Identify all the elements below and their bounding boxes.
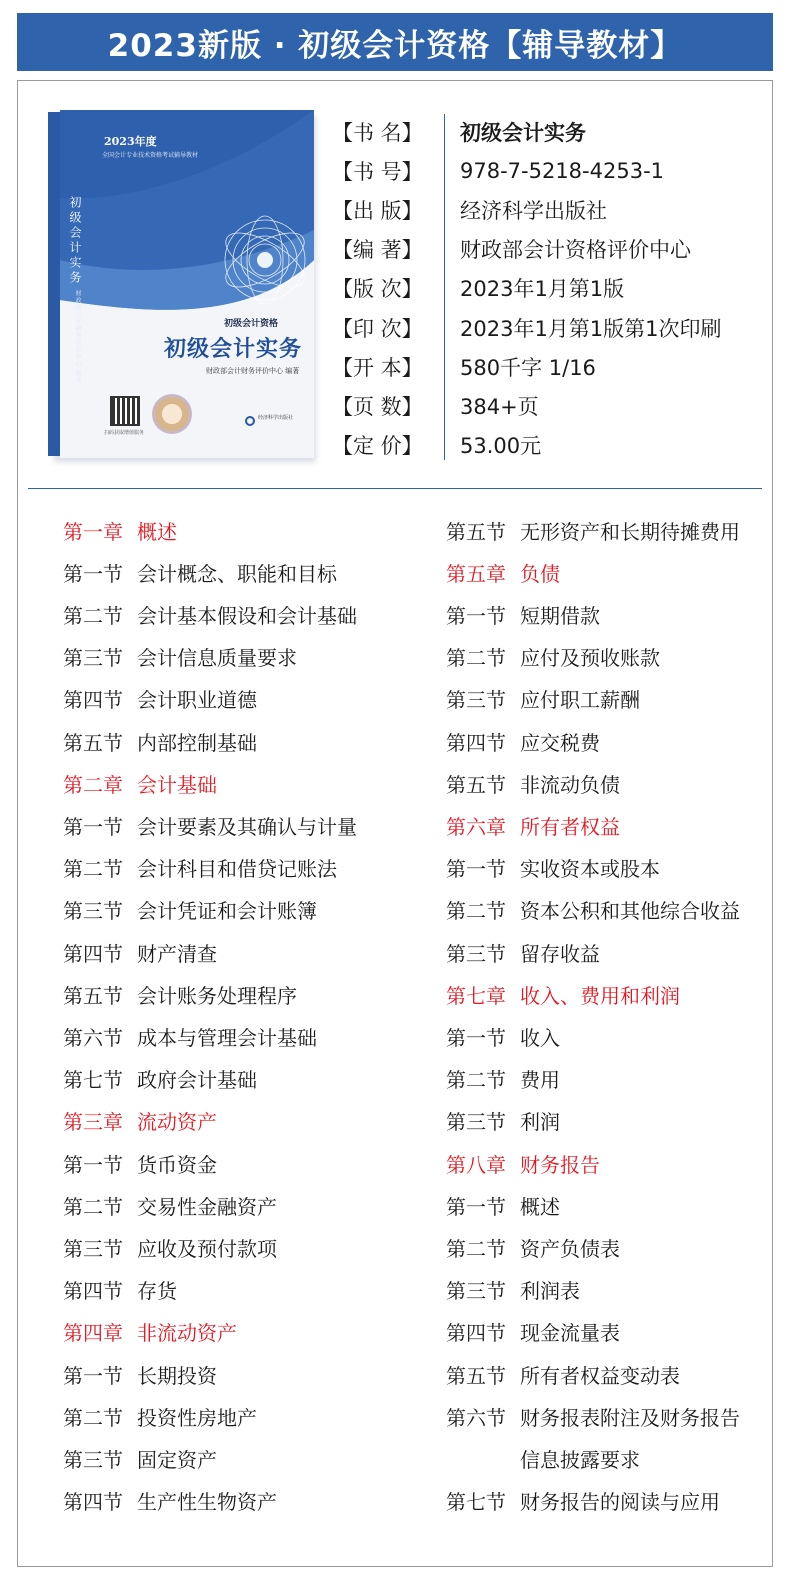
info-value: 财政部会计资格评价中心	[460, 238, 691, 263]
cover-vertical-title: 初级会计实务	[68, 196, 82, 286]
toc-number: 第三节	[446, 941, 506, 966]
toc-section	[63, 1353, 217, 1395]
toc-title: 利润	[520, 1110, 560, 1135]
info-value: 384+页	[460, 394, 539, 419]
toc-number: 第四节	[63, 1490, 123, 1515]
toc-title: 会计基本假设和会计基础	[137, 603, 357, 628]
toc-section	[63, 889, 317, 931]
toc-title: 实收资本或股本	[520, 857, 660, 882]
cover-spine	[48, 112, 60, 456]
toc-title: 非流动负债	[520, 772, 620, 797]
toc-number: 第二节	[63, 1405, 123, 1430]
toc-number: 第一节	[63, 1152, 123, 1177]
toc-number: 第五节	[63, 983, 123, 1008]
toc-title: 现金流量表	[520, 1321, 620, 1346]
toc-title: 应交税费	[520, 730, 600, 755]
toc-title: 利润表	[520, 1279, 580, 1304]
toc-number: 第五节	[446, 772, 506, 797]
toc-number: 第一节	[63, 1363, 123, 1388]
toc-section	[63, 1058, 257, 1100]
toc-number: 第三节	[63, 899, 123, 924]
toc-title: 应付职工薪酬	[520, 688, 640, 713]
info-label: 【编 著】	[332, 238, 423, 263]
toc-number: 第二节	[63, 603, 123, 628]
toc-title: 所有者权益变动表	[520, 1363, 680, 1388]
toc-chapter	[446, 973, 680, 1015]
toc-number: 第二章	[63, 772, 123, 797]
toc-section	[63, 1480, 277, 1522]
toc-number: 第三节	[446, 1110, 506, 1135]
section-divider	[28, 488, 762, 489]
toc-title: 固定资产	[137, 1447, 217, 1472]
toc-title: 货币资金	[137, 1152, 217, 1177]
toc-title: 长期投资	[137, 1363, 217, 1388]
toc-title: 财务报告的阅读与应用	[520, 1490, 720, 1515]
toc-title: 概述	[137, 519, 177, 544]
info-value: 580千字 1/16	[460, 355, 596, 380]
toc-title: 会计职业道德	[137, 688, 257, 713]
toc-title: 资本公积和其他综合收益	[520, 899, 740, 924]
cover-qr-note: 扫码获取增值服务	[104, 430, 145, 436]
toc-number: 第五节	[63, 730, 123, 755]
toc-section	[63, 1226, 277, 1268]
cover-vertical-author: 财政部会计财务评价中心 编著	[74, 290, 81, 384]
toc-chapter	[446, 1142, 600, 1184]
toc-chapter	[63, 1311, 237, 1353]
info-value: 2023年1月第1版	[460, 277, 625, 302]
toc-title: 交易性金融资产	[137, 1194, 277, 1219]
book-cover-image	[48, 110, 318, 462]
toc-title: 信息披露要求	[520, 1447, 640, 1472]
toc-section	[63, 551, 337, 593]
toc-section	[63, 1142, 217, 1184]
anti-counterfeit-seal-icon	[152, 394, 192, 434]
toc-number: 第一节	[446, 1194, 506, 1219]
toc-number: 第一章	[63, 519, 123, 544]
toc-title: 无形资产和长期待摊费用	[520, 519, 740, 544]
toc-number: 第四节	[446, 1321, 506, 1346]
toc-title: 会计要素及其确认与计量	[137, 814, 357, 839]
toc-section	[446, 1058, 560, 1100]
toc-number: 第三节	[446, 688, 506, 713]
cover-author: 财政部会计财务评价中心 编著	[206, 367, 300, 375]
toc-number: 第二节	[63, 1194, 123, 1219]
toc-section	[63, 804, 357, 846]
toc-number: 第二节	[446, 1068, 506, 1093]
toc-title: 应付及预收账款	[520, 646, 660, 671]
toc-number: 第三节	[446, 1279, 506, 1304]
toc-title: 会计科目和借贷记账法	[137, 857, 337, 882]
toc-section	[446, 1100, 560, 1142]
toc-number: 第三节	[63, 1236, 123, 1261]
toc-number: 第一节	[446, 857, 506, 882]
book-cover	[60, 110, 314, 458]
toc-title: 应收及预付款项	[137, 1236, 277, 1261]
toc-section	[446, 720, 600, 762]
toc-title: 财务报告	[520, 1152, 600, 1177]
qr-code-icon	[110, 396, 140, 426]
info-label: 【书 号】	[332, 159, 423, 184]
toc-number: 第四章	[63, 1321, 123, 1346]
toc-title: 内部控制基础	[137, 730, 257, 755]
toc-number: 第四节	[446, 730, 506, 755]
info-value: 53.00元	[460, 434, 542, 459]
toc-title: 投资性房地产	[137, 1405, 257, 1430]
toc-chapter	[63, 1100, 217, 1142]
toc-number: 第二节	[446, 899, 506, 924]
info-label: 【版 次】	[332, 277, 423, 302]
toc-title: 流动资产	[137, 1110, 217, 1135]
info-label: 【出 版】	[332, 198, 423, 223]
toc-number: 第七节	[446, 1490, 506, 1515]
toc-title: 短期借款	[520, 603, 600, 628]
toc-section	[63, 1184, 277, 1226]
toc-section	[63, 593, 357, 635]
toc-title: 会计凭证和会计账簿	[137, 899, 317, 924]
toc-number: 第四节	[63, 1279, 123, 1304]
toc-chapter	[446, 551, 560, 593]
toc-title: 会计账务处理程序	[137, 983, 297, 1008]
info-divider	[444, 114, 445, 460]
toc-title: 收入、费用和利润	[520, 983, 680, 1008]
toc-section	[63, 1015, 317, 1057]
toc-section	[446, 1226, 620, 1268]
info-value: 初级会计实务	[460, 120, 586, 145]
toc-section	[446, 762, 620, 804]
toc-chapter	[63, 762, 217, 804]
toc-title: 政府会计基础	[137, 1068, 257, 1093]
toc-title: 会计信息质量要求	[137, 646, 297, 671]
toc-number: 第八章	[446, 1152, 506, 1177]
toc-title: 会计概念、职能和目标	[137, 561, 337, 586]
toc-number: 第三节	[63, 1447, 123, 1472]
toc-section	[446, 1311, 620, 1353]
info-label: 【书 名】	[332, 120, 423, 145]
toc-number: 第一节	[63, 814, 123, 839]
toc-title: 财务报表附注及财务报告	[520, 1405, 740, 1430]
cover-series: 全国会计专业技术资格考试辅导教材	[102, 152, 199, 159]
toc-title: 概述	[520, 1194, 560, 1219]
toc-section	[446, 509, 740, 551]
page-banner: 2023新版 · 初级会计资格【辅导教材】	[17, 13, 773, 71]
toc-number: 第三章	[63, 1110, 123, 1135]
toc-title: 所有者权益	[520, 814, 620, 839]
toc-title: 留存收益	[520, 941, 600, 966]
toc-number: 第四节	[63, 688, 123, 713]
info-value: 经济科学出版社	[460, 198, 607, 223]
toc-number: 第五章	[446, 561, 506, 586]
toc-number: 第二节	[446, 1236, 506, 1261]
cover-year: 2023年度	[104, 135, 157, 148]
toc-title: 生产性生物资产	[137, 1490, 277, 1515]
toc-section	[63, 678, 257, 720]
toc-title: 收入	[520, 1025, 560, 1050]
cover-publisher: 经济科学出版社	[258, 415, 294, 421]
toc-section	[446, 847, 660, 889]
toc-title: 会计基础	[137, 772, 217, 797]
toc-section	[63, 931, 217, 973]
toc-section	[446, 678, 640, 720]
toc-section	[446, 931, 600, 973]
toc-section	[446, 593, 600, 635]
toc-section	[63, 973, 297, 1015]
toc-chapter	[63, 509, 177, 551]
toc-number: 第六节	[63, 1025, 123, 1050]
toc-section	[446, 1015, 560, 1057]
toc-title: 费用	[520, 1068, 560, 1093]
toc-title: 负债	[520, 561, 560, 586]
toc-title: 财产清查	[137, 941, 217, 966]
toc-section	[446, 1184, 560, 1226]
toc-section	[446, 1269, 580, 1311]
toc-number: 第七节	[63, 1068, 123, 1093]
toc-chapter	[446, 804, 620, 846]
toc-number: 第五节	[446, 1363, 506, 1388]
toc-number: 第二节	[63, 857, 123, 882]
info-label: 【定 价】	[332, 434, 423, 459]
toc-section	[446, 1353, 680, 1395]
toc-section	[446, 1480, 720, 1522]
info-label: 【页 数】	[332, 394, 423, 419]
info-value: 978-7-5218-4253-1	[460, 158, 665, 183]
cover-title: 初级会计实务	[164, 336, 303, 362]
toc-section	[63, 1269, 177, 1311]
toc-section	[446, 1395, 740, 1437]
toc-number: 第六节	[446, 1405, 506, 1430]
toc-section	[63, 1437, 217, 1479]
toc-section	[63, 847, 337, 889]
toc-number: 第三节	[63, 646, 123, 671]
toc-number: 第四节	[63, 941, 123, 966]
toc-number: 第一节	[446, 1025, 506, 1050]
toc-number: 第七章	[446, 983, 506, 1008]
toc-section	[446, 636, 660, 678]
toc-section	[446, 1437, 640, 1479]
publisher-logo-icon	[245, 416, 255, 426]
toc-section	[63, 720, 257, 762]
toc-number: 第二节	[446, 646, 506, 671]
toc-title: 成本与管理会计基础	[137, 1025, 317, 1050]
toc-title: 资产负债表	[520, 1236, 620, 1261]
toc-number: 第五节	[446, 519, 506, 544]
toc-section	[63, 636, 297, 678]
toc-title: 非流动资产	[137, 1321, 237, 1346]
toc-number: 第一节	[446, 603, 506, 628]
toc-section	[63, 1395, 257, 1437]
info-value: 2023年1月第1版第1次印刷	[460, 316, 722, 341]
toc-title: 存货	[137, 1279, 177, 1304]
cover-subtitle: 初级会计资格	[224, 319, 279, 329]
toc-number: 第一节	[63, 561, 123, 586]
toc-number: 第六章	[446, 814, 506, 839]
toc-section	[446, 889, 740, 931]
info-label: 【印 次】	[332, 316, 423, 341]
info-label: 【开 本】	[332, 355, 423, 380]
